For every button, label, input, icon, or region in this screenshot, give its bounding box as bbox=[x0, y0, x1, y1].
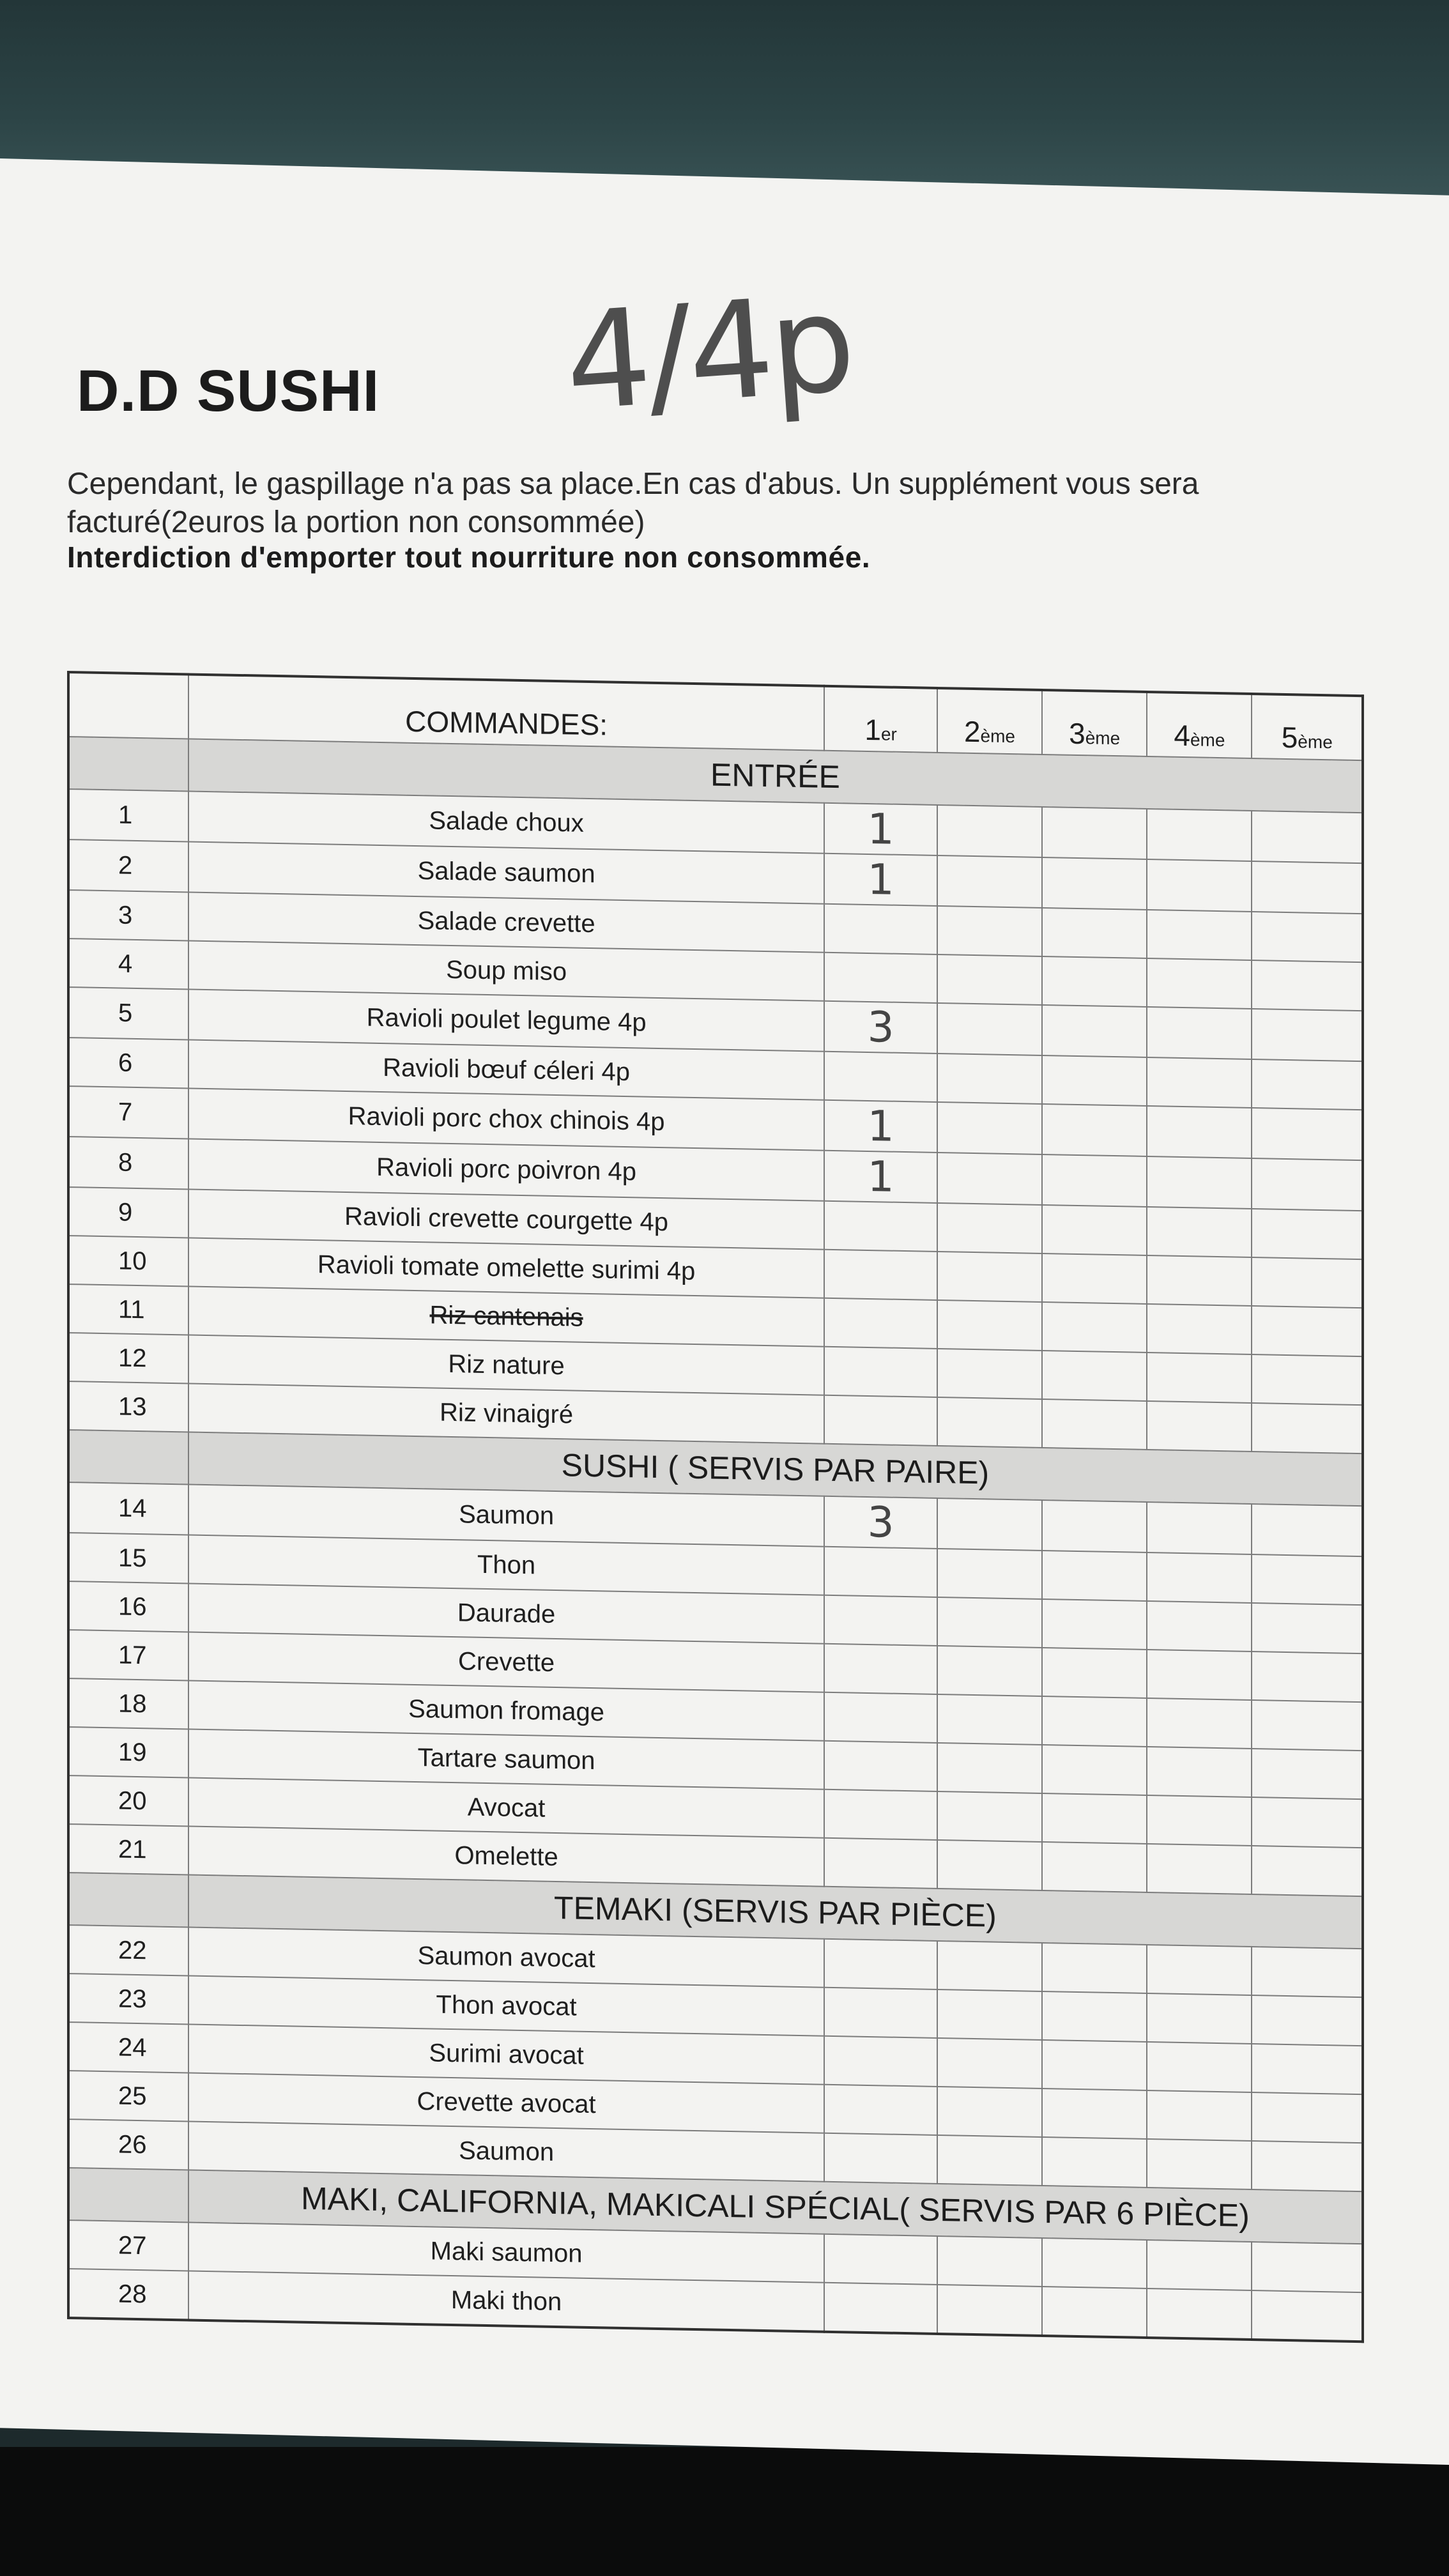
item-number: 4 bbox=[68, 939, 188, 989]
qty-round-1[interactable]: 1 bbox=[824, 803, 937, 855]
qty-round-4[interactable] bbox=[1147, 809, 1252, 861]
qty-round-2[interactable] bbox=[937, 2236, 1042, 2287]
qty-round-1[interactable] bbox=[824, 1644, 937, 1694]
item-number: 20 bbox=[68, 1775, 188, 1826]
qty-round-1[interactable] bbox=[824, 1838, 937, 1889]
round-number: 1 bbox=[864, 712, 881, 747]
qty-round-2[interactable] bbox=[937, 1840, 1042, 1890]
qty-round-2[interactable] bbox=[937, 2087, 1042, 2137]
qty-round-3[interactable] bbox=[1042, 2040, 1147, 2090]
item-name: Tartare saumon bbox=[188, 1729, 825, 1789]
qty-round-1[interactable] bbox=[824, 1790, 937, 1840]
round-suffix: ème bbox=[1298, 732, 1333, 753]
item-name: Ravioli crevette courgette 4p bbox=[188, 1189, 825, 1249]
qty-round-3[interactable] bbox=[1042, 2238, 1147, 2288]
qty-round-4[interactable] bbox=[1147, 1255, 1252, 1306]
item-number: 8 bbox=[68, 1137, 188, 1189]
item-name: Ravioli porc chox chinois 4p bbox=[188, 1088, 825, 1150]
qty-round-4[interactable] bbox=[1147, 1156, 1252, 1209]
item-name: Saumon fromage bbox=[188, 1680, 825, 1740]
round-suffix: er bbox=[880, 724, 897, 744]
item-name: Riz cantenais bbox=[188, 1286, 825, 1346]
qty-round-1[interactable] bbox=[824, 2085, 937, 2135]
qty-round-1[interactable]: 1 bbox=[824, 1151, 937, 1203]
qty-round-2[interactable] bbox=[937, 1102, 1042, 1154]
qty-round-1[interactable]: 1 bbox=[824, 1100, 937, 1153]
item-number: 2 bbox=[68, 839, 188, 892]
qty-round-3[interactable] bbox=[1042, 908, 1147, 958]
qty-round-4[interactable] bbox=[1147, 2042, 1252, 2092]
qty-round-3[interactable] bbox=[1042, 1991, 1147, 2042]
qty-round-3[interactable] bbox=[1042, 1351, 1147, 1401]
item-number: 14 bbox=[68, 1482, 188, 1535]
qty-round-4[interactable] bbox=[1147, 1207, 1252, 1257]
item-number: 27 bbox=[68, 2220, 188, 2271]
header-commandes: COMMANDES: bbox=[188, 674, 825, 750]
qty-round-5[interactable] bbox=[1252, 1652, 1363, 1702]
qty-round-2[interactable] bbox=[937, 954, 1042, 1005]
qty-round-1[interactable] bbox=[824, 1988, 937, 2038]
qty-round-3[interactable] bbox=[1042, 1599, 1147, 1650]
qty-round-2[interactable] bbox=[937, 1153, 1042, 1205]
section-title: SUSHI ( SERVIS PAR PAIRE) bbox=[188, 1432, 1363, 1506]
order-form bbox=[67, 671, 1364, 2343]
qty-round-4[interactable] bbox=[1147, 2090, 1252, 2141]
qty-round-5[interactable] bbox=[1252, 2290, 1363, 2342]
item-name: Surimi avocat bbox=[188, 2024, 825, 2084]
qty-round-1[interactable] bbox=[824, 1395, 937, 1446]
handwritten-table-note: 4/4p bbox=[560, 264, 857, 441]
qty-round-4[interactable] bbox=[1147, 1401, 1252, 1452]
round-number: 4 bbox=[1174, 718, 1190, 753]
header-round-2 bbox=[937, 688, 1042, 755]
qty-round-3[interactable] bbox=[1042, 1648, 1147, 1698]
qty-round-1[interactable] bbox=[824, 1741, 937, 1791]
qty-round-1[interactable] bbox=[824, 2133, 937, 2184]
qty-round-1[interactable] bbox=[824, 1692, 937, 1743]
qty-round-5[interactable] bbox=[1252, 861, 1363, 914]
qty-round-2[interactable] bbox=[937, 1694, 1042, 1745]
qty-round-5[interactable] bbox=[1252, 1603, 1363, 1653]
qty-round-1[interactable] bbox=[824, 1250, 937, 1300]
qty-round-5[interactable] bbox=[1252, 1947, 1363, 1997]
qty-round-1[interactable] bbox=[824, 904, 937, 954]
qty-round-4[interactable] bbox=[1147, 1007, 1252, 1059]
qty-round-4[interactable] bbox=[1147, 1552, 1252, 1603]
qty-round-4[interactable] bbox=[1147, 1502, 1252, 1554]
header-round-4 bbox=[1147, 692, 1252, 758]
item-number: 17 bbox=[68, 1630, 188, 1680]
qty-round-3[interactable] bbox=[1042, 1302, 1147, 1353]
qty-round-5[interactable] bbox=[1252, 1504, 1363, 1556]
section-spacer bbox=[68, 1430, 188, 1484]
takeaway-prohibition: Interdiction d'emporter tout nourriture non consommée. bbox=[67, 540, 871, 574]
item-name: Saumon bbox=[188, 1484, 825, 1546]
qty-round-2[interactable] bbox=[937, 1252, 1042, 1302]
qty-round-5[interactable] bbox=[1252, 1257, 1363, 1308]
qty-round-2[interactable] bbox=[937, 1989, 1042, 2040]
qty-round-5[interactable] bbox=[1252, 2242, 1363, 2292]
qty-round-4[interactable] bbox=[1147, 2288, 1252, 2340]
qty-round-4[interactable] bbox=[1147, 2139, 1252, 2189]
qty-round-5[interactable] bbox=[1252, 1306, 1363, 1356]
round-number: 2 bbox=[963, 714, 981, 749]
qty-round-1[interactable] bbox=[824, 1347, 937, 1397]
qty-round-3[interactable] bbox=[1042, 1793, 1147, 1844]
round-number: 5 bbox=[1281, 720, 1298, 755]
qty-round-4[interactable] bbox=[1147, 1698, 1252, 1749]
section-title: MAKI, CALIFORNIA, MAKICALI SPÉCIAL( SERVIS PAR 6 PIÈCE) bbox=[188, 2170, 1363, 2244]
qty-round-4[interactable] bbox=[1147, 2240, 1252, 2290]
item-number: 3 bbox=[68, 890, 188, 940]
header-round-1 bbox=[824, 686, 937, 753]
waste-notice bbox=[67, 465, 1345, 542]
qty-round-5[interactable] bbox=[1252, 2092, 1363, 2143]
qty-round-5[interactable] bbox=[1252, 1009, 1363, 1061]
header-round-3 bbox=[1042, 690, 1147, 756]
qty-round-3[interactable] bbox=[1042, 1500, 1147, 1552]
qty-round-3[interactable] bbox=[1042, 807, 1147, 859]
qty-round-2[interactable] bbox=[937, 1003, 1042, 1055]
qty-round-3[interactable] bbox=[1042, 2137, 1147, 2188]
section-spacer bbox=[68, 1873, 188, 1927]
qty-round-2[interactable] bbox=[937, 1054, 1042, 1104]
item-name: Thon bbox=[188, 1535, 825, 1595]
round-suffix: ème bbox=[1190, 730, 1225, 751]
qty-round-2[interactable] bbox=[937, 1300, 1042, 1351]
item-name: Daurade bbox=[188, 1583, 825, 1643]
qty-round-1[interactable] bbox=[824, 1052, 937, 1102]
qty-round-2[interactable] bbox=[937, 805, 1042, 857]
qty-round-3[interactable] bbox=[1042, 956, 1147, 1007]
item-name: Riz vinaigré bbox=[188, 1383, 825, 1443]
waste-notice-line-1: Cependant, le gaspillage n'a pas sa place.En cas d'abus. Un supplément vous sera bbox=[67, 467, 1199, 501]
section-spacer bbox=[68, 2168, 188, 2222]
item-number: 1 bbox=[68, 789, 188, 841]
qty-round-4[interactable] bbox=[1147, 1057, 1252, 1108]
restaurant-name: D.D SUSHI bbox=[77, 358, 380, 424]
qty-round-4[interactable] bbox=[1147, 910, 1252, 960]
qty-round-3[interactable] bbox=[1042, 857, 1147, 910]
item-name: Maki thon bbox=[188, 2271, 825, 2331]
qty-round-3[interactable] bbox=[1042, 1399, 1147, 1450]
item-number: 13 bbox=[68, 1381, 188, 1432]
header-round-5 bbox=[1252, 694, 1363, 760]
item-number: 21 bbox=[68, 1824, 188, 1874]
qty-round-2[interactable] bbox=[937, 1941, 1042, 1991]
item-name: Salade crevette bbox=[188, 892, 825, 952]
qty-round-2[interactable] bbox=[937, 1397, 1042, 1448]
qty-round-5[interactable] bbox=[1252, 1403, 1363, 1453]
section-spacer bbox=[68, 737, 188, 791]
qty-round-2[interactable] bbox=[937, 1349, 1042, 1399]
item-name: Saumon avocat bbox=[188, 1927, 825, 1987]
qty-round-3[interactable] bbox=[1042, 2089, 1147, 2139]
qty-round-3[interactable] bbox=[1042, 1254, 1147, 1304]
qty-round-5[interactable] bbox=[1252, 2044, 1363, 2094]
qty-round-1[interactable] bbox=[824, 1939, 937, 1989]
qty-round-2[interactable] bbox=[937, 855, 1042, 908]
qty-round-4[interactable] bbox=[1147, 958, 1252, 1009]
qty-round-5[interactable] bbox=[1252, 1797, 1363, 1848]
qty-round-4[interactable] bbox=[1147, 1601, 1252, 1652]
qty-round-3[interactable] bbox=[1042, 1943, 1147, 1993]
item-number: 12 bbox=[68, 1333, 188, 1383]
qty-round-4[interactable] bbox=[1147, 1106, 1252, 1158]
qty-round-5[interactable] bbox=[1252, 1158, 1363, 1211]
qty-round-1[interactable] bbox=[824, 1201, 937, 1252]
item-name: Soup miso bbox=[188, 940, 825, 1000]
qty-round-3[interactable] bbox=[1042, 1154, 1147, 1207]
qty-round-1[interactable] bbox=[824, 1595, 937, 1646]
qty-round-1[interactable] bbox=[824, 1547, 937, 1597]
qty-round-3[interactable] bbox=[1042, 1842, 1147, 1892]
qty-round-2[interactable] bbox=[937, 1498, 1042, 1551]
qty-round-1[interactable] bbox=[824, 953, 937, 1003]
qty-round-5[interactable] bbox=[1252, 1700, 1363, 1751]
qty-round-2[interactable] bbox=[937, 1597, 1042, 1648]
qty-round-4[interactable] bbox=[1147, 1650, 1252, 1700]
item-number: 19 bbox=[68, 1727, 188, 1777]
section-title: TEMAKI (SERVIS PAR PIÈCE) bbox=[188, 1874, 1363, 1949]
item-number: 10 bbox=[68, 1236, 188, 1286]
qty-round-5[interactable] bbox=[1252, 1749, 1363, 1799]
qty-round-2[interactable] bbox=[937, 1743, 1042, 1793]
qty-round-3[interactable] bbox=[1042, 2287, 1147, 2338]
qty-round-4[interactable] bbox=[1147, 1993, 1252, 2044]
item-name: Crevette avocat bbox=[188, 2073, 825, 2133]
qty-round-2[interactable] bbox=[937, 1646, 1042, 1696]
item-name: Avocat bbox=[188, 1777, 825, 1837]
item-number: 22 bbox=[68, 1925, 188, 1975]
item-number: 5 bbox=[68, 987, 188, 1039]
qty-round-5[interactable] bbox=[1252, 811, 1363, 863]
qty-round-3[interactable] bbox=[1042, 1745, 1147, 1795]
qty-round-4[interactable] bbox=[1147, 1747, 1252, 1797]
item-name: Crevette bbox=[188, 1632, 825, 1692]
item-number: 9 bbox=[68, 1187, 188, 1238]
qty-round-3[interactable] bbox=[1042, 1205, 1147, 1255]
table-surface-bottom bbox=[0, 2447, 1449, 2576]
qty-round-2[interactable] bbox=[937, 906, 1042, 956]
item-number: 6 bbox=[68, 1038, 188, 1088]
qty-round-4[interactable] bbox=[1147, 1353, 1252, 1403]
qty-round-1[interactable] bbox=[824, 2283, 937, 2334]
item-name: Omelette bbox=[188, 1826, 825, 1886]
order-table bbox=[67, 671, 1364, 2343]
qty-round-2[interactable] bbox=[937, 2285, 1042, 2336]
item-name: Ravioli bœuf céleri 4p bbox=[188, 1039, 825, 1100]
qty-round-5[interactable] bbox=[1252, 1846, 1363, 1896]
qty-round-4[interactable] bbox=[1147, 1945, 1252, 1995]
qty-round-5[interactable] bbox=[1252, 912, 1363, 962]
qty-round-4[interactable] bbox=[1147, 1304, 1252, 1354]
item-number: 25 bbox=[68, 2071, 188, 2121]
qty-round-1[interactable]: 3 bbox=[824, 1496, 937, 1549]
qty-round-5[interactable] bbox=[1252, 1995, 1363, 2046]
item-number: 26 bbox=[68, 2119, 188, 2170]
qty-round-5[interactable] bbox=[1252, 1059, 1363, 1110]
qty-round-2[interactable] bbox=[937, 1203, 1042, 1254]
item-number: 24 bbox=[68, 2022, 188, 2073]
item-number: 18 bbox=[68, 1678, 188, 1729]
qty-round-2[interactable] bbox=[937, 2038, 1042, 2089]
qty-round-5[interactable] bbox=[1252, 1554, 1363, 1605]
item-number: 23 bbox=[68, 1974, 188, 2024]
item-number: 11 bbox=[68, 1284, 188, 1335]
round-number: 3 bbox=[1069, 716, 1085, 751]
round-suffix: ème bbox=[980, 726, 1015, 747]
qty-round-4[interactable] bbox=[1147, 859, 1252, 912]
item-number: 15 bbox=[68, 1533, 188, 1583]
item-name: Ravioli tomate omelette surimi 4p bbox=[188, 1238, 825, 1298]
qty-round-4[interactable] bbox=[1147, 1795, 1252, 1846]
item-number: 7 bbox=[68, 1086, 188, 1138]
qty-round-4[interactable] bbox=[1147, 1844, 1252, 1894]
item-name: Ravioli porc poivron 4p bbox=[188, 1138, 825, 1200]
qty-round-1[interactable]: 1 bbox=[824, 854, 937, 906]
item-name: Salade saumon bbox=[188, 841, 825, 903]
waste-notice-line-2: facturé(2euros la portion non consommée) bbox=[67, 505, 645, 539]
item-name: Riz nature bbox=[188, 1335, 825, 1395]
item-number: 16 bbox=[68, 1581, 188, 1632]
item-name: Salade choux bbox=[188, 791, 825, 853]
qty-round-1[interactable] bbox=[824, 2234, 937, 2285]
qty-round-2[interactable] bbox=[937, 1549, 1042, 1599]
item-name: Maki saumon bbox=[188, 2222, 825, 2282]
item-number: 28 bbox=[68, 2269, 188, 2320]
qty-round-3[interactable] bbox=[1042, 1696, 1147, 1747]
item-name: Ravioli poulet legume 4p bbox=[188, 989, 825, 1051]
qty-round-3[interactable] bbox=[1042, 1005, 1147, 1057]
qty-round-2[interactable] bbox=[937, 1791, 1042, 1842]
header-number-cell bbox=[68, 672, 188, 739]
section-title: ENTRÉE bbox=[188, 739, 1363, 813]
item-name: Thon avocat bbox=[188, 1975, 825, 2035]
qty-round-2[interactable] bbox=[937, 2135, 1042, 2186]
qty-round-5[interactable] bbox=[1252, 1209, 1363, 1259]
qty-round-1[interactable]: 3 bbox=[824, 1001, 937, 1054]
round-suffix: ème bbox=[1085, 728, 1121, 749]
qty-round-5[interactable] bbox=[1252, 1354, 1363, 1405]
qty-round-3[interactable] bbox=[1042, 1551, 1147, 1601]
qty-round-3[interactable] bbox=[1042, 1104, 1147, 1156]
qty-round-1[interactable] bbox=[824, 1298, 937, 1349]
qty-round-5[interactable] bbox=[1252, 1108, 1363, 1160]
qty-round-5[interactable] bbox=[1252, 2141, 1363, 2191]
qty-round-3[interactable] bbox=[1042, 1055, 1147, 1106]
qty-round-5[interactable] bbox=[1252, 960, 1363, 1011]
qty-round-1[interactable] bbox=[824, 2036, 937, 2087]
item-name: Saumon bbox=[188, 2121, 825, 2181]
